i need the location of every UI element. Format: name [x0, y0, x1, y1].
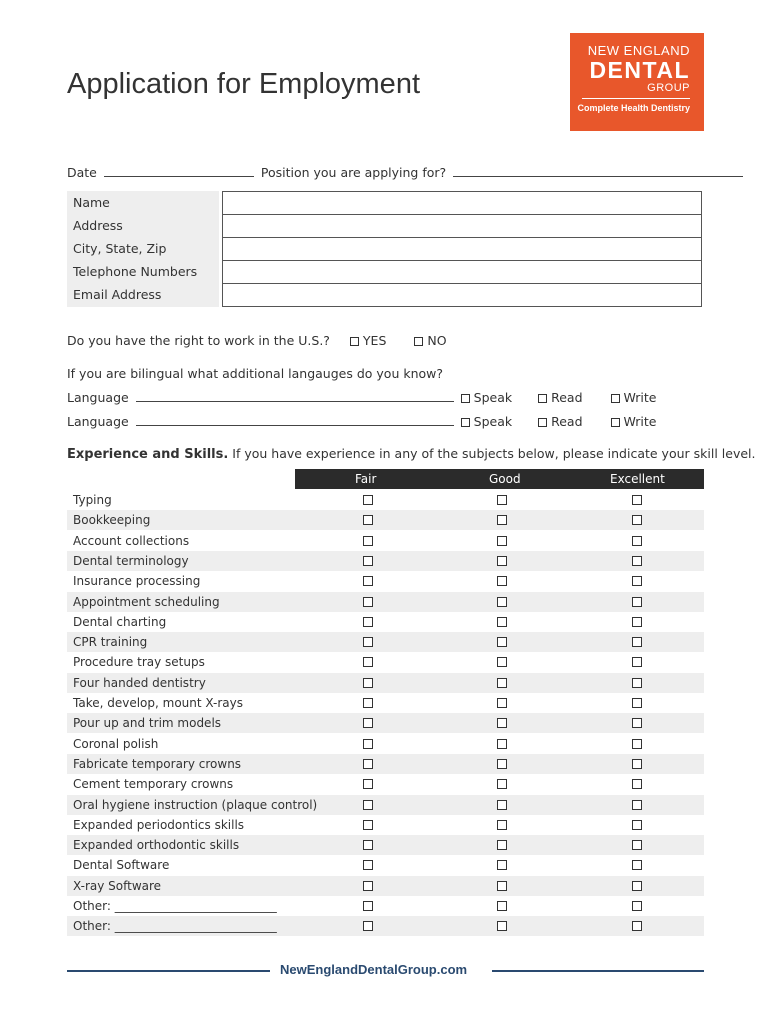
- excellent-checkbox[interactable]: [632, 698, 642, 708]
- good-checkbox[interactable]: [497, 820, 507, 830]
- good-checkbox[interactable]: [497, 779, 507, 789]
- excellent-checkbox[interactable]: [632, 820, 642, 830]
- footer-website[interactable]: NewEnglandDentalGroup.com: [280, 962, 468, 977]
- name-field[interactable]: [222, 191, 702, 215]
- excellent-checkbox[interactable]: [632, 881, 642, 891]
- read-label: Read: [551, 390, 583, 405]
- good-checkbox[interactable]: [497, 657, 507, 667]
- fair-checkbox[interactable]: [363, 860, 373, 870]
- skill-label: Expanded orthodontic skills: [73, 838, 240, 853]
- skill-label: Typing: [73, 493, 112, 507]
- logo-line1: NEW ENGLAND: [587, 43, 690, 58]
- skill-row: [67, 510, 704, 530]
- position-field[interactable]: [453, 164, 743, 177]
- good-checkbox[interactable]: [497, 576, 507, 586]
- speak-label: Speak: [473, 414, 513, 429]
- fair-checkbox[interactable]: [363, 637, 373, 647]
- fair-checkbox[interactable]: [363, 800, 373, 810]
- no-label: NO: [427, 333, 447, 348]
- language-label: Language: [67, 390, 129, 405]
- level-excellent: Excellent: [610, 472, 665, 486]
- fair-checkbox[interactable]: [363, 678, 373, 688]
- excellent-checkbox[interactable]: [632, 779, 642, 789]
- page-title: Application for Employment: [67, 68, 420, 100]
- fair-checkbox[interactable]: [363, 698, 373, 708]
- language-row-2: [67, 413, 657, 429]
- fair-checkbox[interactable]: [363, 495, 373, 505]
- skill-label: Four handed dentistry: [73, 675, 206, 690]
- good-checkbox[interactable]: [497, 800, 507, 810]
- skill-label: Oral hygiene instruction (plaque control): [73, 797, 318, 812]
- logo-line3: GROUP: [647, 82, 690, 94]
- email-field[interactable]: [222, 283, 702, 307]
- contact-labels: [67, 191, 219, 307]
- fair-checkbox[interactable]: [363, 718, 373, 728]
- date-field[interactable]: [104, 164, 254, 177]
- logo-tagline: Complete Health Dentistry: [577, 103, 690, 113]
- good-checkbox[interactable]: [497, 901, 507, 911]
- skill-label: Dental terminology: [73, 553, 189, 568]
- city-state-zip-field[interactable]: [222, 237, 702, 261]
- skill-row: [67, 774, 704, 794]
- excellent-checkbox[interactable]: [632, 800, 642, 810]
- skill-row: [67, 490, 704, 510]
- excellent-checkbox[interactable]: [632, 495, 642, 505]
- fair-checkbox[interactable]: [363, 536, 373, 546]
- fair-checkbox[interactable]: [363, 820, 373, 830]
- good-checkbox[interactable]: [497, 840, 507, 850]
- excellent-checkbox[interactable]: [632, 739, 642, 749]
- skill-label: Bookkeeping: [73, 513, 151, 528]
- language-label: Language: [67, 414, 129, 429]
- fair-checkbox[interactable]: [363, 901, 373, 911]
- good-checkbox[interactable]: [497, 536, 507, 546]
- fair-checkbox[interactable]: [363, 881, 373, 891]
- address-field[interactable]: [222, 214, 702, 238]
- skill-label: X-ray Software: [73, 878, 162, 893]
- read-checkbox[interactable]: [538, 418, 547, 427]
- skill-row: [67, 815, 704, 835]
- skill-row: [67, 855, 704, 875]
- skill-label: Expanded periodontics skills: [73, 817, 245, 832]
- skill-label: Fabricate temporary crowns: [73, 756, 242, 771]
- skill-row: [67, 571, 704, 591]
- skill-label: Other: ___________________________: [73, 919, 277, 934]
- level-good: Good: [489, 472, 521, 486]
- skill-row: [67, 652, 704, 672]
- speak-checkbox[interactable]: [461, 394, 470, 403]
- language-field[interactable]: [136, 389, 454, 402]
- yes-checkbox[interactable]: [350, 337, 359, 346]
- skill-label: Account collections: [73, 533, 190, 548]
- name-label: Name: [73, 195, 110, 210]
- skill-row: [67, 632, 704, 652]
- fair-checkbox[interactable]: [363, 657, 373, 667]
- footer-line-right: [492, 970, 704, 972]
- fair-checkbox[interactable]: [363, 556, 373, 566]
- company-logo: [570, 33, 704, 131]
- fair-checkbox[interactable]: [363, 779, 373, 789]
- skill-row: [67, 673, 704, 693]
- good-checkbox[interactable]: [497, 556, 507, 566]
- excellent-checkbox[interactable]: [632, 840, 642, 850]
- date-position-row: [67, 164, 746, 180]
- excellent-checkbox[interactable]: [632, 556, 642, 566]
- work-right-question: Do you have the right to work in the U.S.?: [67, 333, 330, 348]
- date-label: Date: [67, 165, 97, 180]
- skill-label: Insurance processing: [73, 574, 201, 589]
- excellent-checkbox[interactable]: [632, 617, 642, 627]
- language-row-1: [67, 389, 657, 405]
- good-checkbox[interactable]: [497, 617, 507, 627]
- skill-row: [67, 835, 704, 855]
- read-label: Read: [551, 414, 583, 429]
- excellent-checkbox[interactable]: [632, 921, 642, 931]
- fair-checkbox[interactable]: [363, 921, 373, 931]
- good-checkbox[interactable]: [497, 515, 507, 525]
- skills-description: If you have experience in any of the subjects below, please indicate your skill level.: [232, 446, 756, 461]
- write-checkbox[interactable]: [611, 418, 620, 427]
- fair-checkbox[interactable]: [363, 759, 373, 769]
- skills-heading: [67, 446, 755, 462]
- skill-label: CPR training: [73, 635, 148, 650]
- skill-label: Dental Software: [73, 858, 170, 873]
- skill-row: [67, 795, 704, 815]
- fair-checkbox[interactable]: [363, 617, 373, 627]
- skill-row: [67, 734, 704, 754]
- fair-checkbox[interactable]: [363, 576, 373, 586]
- excellent-checkbox[interactable]: [632, 860, 642, 870]
- good-checkbox[interactable]: [497, 698, 507, 708]
- skill-row: [67, 592, 704, 612]
- position-label: Position you are applying for?: [260, 165, 447, 180]
- skills-level-header: [67, 469, 704, 489]
- good-checkbox[interactable]: [497, 495, 507, 505]
- fair-checkbox[interactable]: [363, 597, 373, 607]
- bilingual-question: If you are bilingual what additional langauges do you know?: [67, 366, 444, 381]
- skill-label: Take, develop, mount X-rays: [73, 696, 243, 710]
- skill-row: [67, 754, 704, 774]
- skill-row: [67, 896, 704, 916]
- good-checkbox[interactable]: [497, 881, 507, 891]
- fair-checkbox[interactable]: [363, 739, 373, 749]
- skill-row: [67, 916, 704, 936]
- good-checkbox[interactable]: [497, 860, 507, 870]
- good-checkbox[interactable]: [497, 718, 507, 728]
- good-checkbox[interactable]: [497, 921, 507, 931]
- footer-line-left: [67, 970, 270, 972]
- city-state-zip-label: City, State, Zip: [73, 241, 167, 256]
- skill-row: [67, 531, 704, 551]
- skill-label: Appointment scheduling: [73, 594, 220, 609]
- speak-label: Speak: [473, 390, 513, 405]
- skill-row: [67, 612, 704, 632]
- skill-label: Dental charting: [73, 614, 167, 629]
- good-checkbox[interactable]: [497, 759, 507, 769]
- good-checkbox[interactable]: [497, 678, 507, 688]
- excellent-checkbox[interactable]: [632, 536, 642, 546]
- excellent-checkbox[interactable]: [632, 597, 642, 607]
- logo-divider: [582, 98, 690, 99]
- skill-row: [67, 713, 704, 733]
- write-label: Write: [623, 390, 657, 405]
- fair-checkbox[interactable]: [363, 515, 373, 525]
- speak-checkbox[interactable]: [461, 418, 470, 427]
- address-label: Address: [73, 218, 123, 233]
- skill-label: Coronal polish: [73, 736, 159, 751]
- excellent-checkbox[interactable]: [632, 901, 642, 911]
- excellent-checkbox[interactable]: [632, 515, 642, 525]
- level-fair: Fair: [355, 472, 377, 486]
- skill-label: Other: ___________________________: [73, 899, 277, 913]
- skill-row: [67, 693, 704, 713]
- telephone-field[interactable]: [222, 260, 702, 284]
- skill-label: Pour up and trim models: [73, 716, 222, 731]
- no-checkbox[interactable]: [414, 337, 423, 346]
- excellent-checkbox[interactable]: [632, 759, 642, 769]
- excellent-checkbox[interactable]: [632, 657, 642, 667]
- good-checkbox[interactable]: [497, 597, 507, 607]
- excellent-checkbox[interactable]: [632, 637, 642, 647]
- write-label: Write: [623, 414, 657, 429]
- skill-label: Procedure tray setups: [73, 655, 205, 670]
- language-field[interactable]: [136, 413, 454, 426]
- skill-label: Cement temporary crowns: [73, 777, 234, 792]
- yes-label: YES: [362, 333, 387, 348]
- excellent-checkbox[interactable]: [632, 718, 642, 728]
- fair-checkbox[interactable]: [363, 840, 373, 850]
- skill-row: [67, 551, 704, 571]
- good-checkbox[interactable]: [497, 637, 507, 647]
- skills-title: Experience and Skills.: [67, 447, 229, 462]
- excellent-checkbox[interactable]: [632, 576, 642, 586]
- skill-row: [67, 876, 704, 896]
- logo-line2: DENTAL: [589, 57, 690, 83]
- contact-fields: [222, 191, 704, 307]
- telephone-label: Telephone Numbers: [73, 264, 198, 279]
- read-checkbox[interactable]: [538, 394, 547, 403]
- work-right-row: [67, 333, 447, 348]
- write-checkbox[interactable]: [611, 394, 620, 403]
- excellent-checkbox[interactable]: [632, 678, 642, 688]
- good-checkbox[interactable]: [497, 739, 507, 749]
- email-label: Email Address: [73, 287, 162, 302]
